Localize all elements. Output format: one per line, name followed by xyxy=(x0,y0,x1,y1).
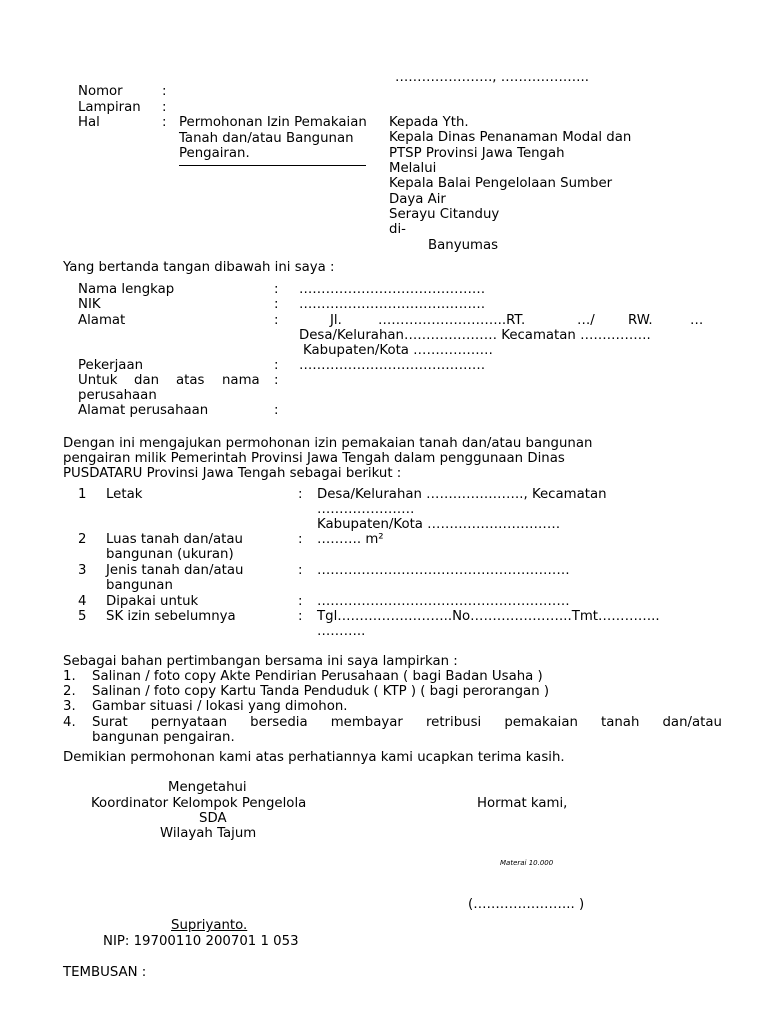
addressee-line-1: Kepada Yth. xyxy=(389,115,469,130)
addressee-line-6: Daya Air xyxy=(389,192,446,207)
date-line: …………………., ……………….. xyxy=(395,70,589,85)
lampiran-colon: : xyxy=(162,100,167,115)
hal-label: Hal xyxy=(78,115,100,130)
item-5-value-1: Tgl……………………..No…………………..Tmt………….. xyxy=(317,609,660,624)
item-3-number: 3 xyxy=(78,563,87,578)
tembusan-label: TEMBUSAN : xyxy=(63,965,147,980)
item-4-value: ………………………………………………… xyxy=(317,594,570,609)
alamat-rt: ………………………..RT. xyxy=(378,313,526,328)
attach-intro: Sebagai bahan pertimbangan bersama ini saya lampirkan : xyxy=(63,654,458,669)
attach-4-word: Surat xyxy=(92,715,128,730)
atas-nama-word-1: Untuk xyxy=(78,373,118,388)
atas-nama-word-4: nama xyxy=(222,373,260,388)
alamat-rw: RW. xyxy=(628,313,653,328)
attach-1-number: 1. xyxy=(63,669,76,684)
item-4-number: 4 xyxy=(78,594,87,609)
addressee-line-4: Melalui xyxy=(389,161,437,176)
attach-3-number: 3. xyxy=(63,699,76,714)
attach-1-text: Salinan / foto copy Akte Pendirian Perusahaan ( bagi Badan Usaha ) xyxy=(92,669,543,684)
item-1-value-2: …………………. xyxy=(317,502,415,517)
sign-right-line-1: Hormat kami, xyxy=(477,796,568,811)
request-line-2: pengairan milik Pemerintah Provinsi Jawa Tengah dalam penggunaan Dinas xyxy=(63,451,565,466)
attach-2-text: Salinan / foto copy Kartu Tanda Penduduk ( KTP ) ( bagi perorangan ) xyxy=(92,684,550,699)
nik-value: …………………………………… xyxy=(299,297,486,312)
attach-4-word: tanah xyxy=(601,715,640,730)
attach-4-word: membayar xyxy=(330,715,403,730)
alamat-perusahaan-label: Alamat perusahaan xyxy=(78,403,209,418)
item-2-label-1: Luas tanah dan/atau xyxy=(106,532,243,547)
addressee-line-8: di- xyxy=(389,222,406,237)
attach-4-word: bersedia xyxy=(250,715,308,730)
item-2-value: ………. m² xyxy=(317,532,384,547)
alamat-colon: : xyxy=(274,313,279,328)
item-3-colon: : xyxy=(298,563,303,578)
attach-2-number: 2. xyxy=(63,684,76,699)
attach-4-word: pemakaian xyxy=(504,715,578,730)
alamat-perusahaan-colon: : xyxy=(274,403,279,418)
alamat-rt-value: …/ xyxy=(577,313,595,328)
item-1-value-3: Kabupaten/Kota ………………………… xyxy=(317,517,561,532)
item-3-label-1: Jenis tanah dan/atau xyxy=(106,563,244,578)
atas-nama-line-2: perusahaan xyxy=(78,388,157,403)
item-3-value: ………………………………………………… xyxy=(317,563,570,578)
hal-line-2: Tanah dan/atau Bangunan xyxy=(179,131,354,146)
hal-line-1: Permohonan Izin Pemakaian xyxy=(179,115,367,130)
atas-nama-colon: : xyxy=(274,373,279,388)
hal-underline xyxy=(179,165,366,166)
request-line-3: PUSDATARU Provinsi Jawa Tengah sebagai berikut : xyxy=(63,466,402,481)
item-5-value-2: ……….. xyxy=(317,624,366,639)
request-line-1: Dengan ini mengajukan permohonan izin pemakaian tanah dan/atau bangunan xyxy=(63,436,593,451)
nik-colon: : xyxy=(274,297,279,312)
item-4-colon: : xyxy=(298,594,303,609)
item-4-label: Dipakai untuk xyxy=(106,594,199,609)
addressee-line-7: Serayu Citanduy xyxy=(389,207,500,222)
lampiran-label: Lampiran xyxy=(78,100,141,115)
pekerjaan-label: Pekerjaan xyxy=(78,358,144,373)
nik-label: NIK xyxy=(78,297,101,312)
pekerjaan-value: …………………………………… xyxy=(299,358,486,373)
item-5-number: 5 xyxy=(78,609,87,624)
hal-colon: : xyxy=(162,115,167,130)
closing-text: Demikian permohonan kami atas perhatiannya kami ucapkan terima kasih. xyxy=(63,750,565,765)
nomor-label: Nomor xyxy=(78,84,123,99)
attach-4-word: retribusi xyxy=(425,715,482,730)
item-2-number: 2 xyxy=(78,532,87,547)
item-1-value-1: Desa/Kelurahan …………………., Kecamatan xyxy=(317,487,607,502)
addressee-line-5: Kepala Balai Pengelolaan Sumber xyxy=(389,176,613,191)
addressee-line-2: Kepala Dinas Penanaman Modal dan xyxy=(389,130,632,145)
hal-line-3: Pengairan. xyxy=(179,146,250,161)
sign-left-line-2: Koordinator Kelompok Pengelola xyxy=(91,796,307,811)
item-1-colon: : xyxy=(298,487,303,502)
pekerjaan-colon: : xyxy=(274,358,279,373)
item-3-label-2: bangunan xyxy=(106,578,173,593)
alamat-jl: Jl. xyxy=(330,313,342,328)
sign-right-name: (………………….. ) xyxy=(468,897,585,912)
addressee-city: Banyumas xyxy=(428,238,499,253)
attach-4-word: pernyataan xyxy=(150,715,228,730)
attach-4-word: dan/atau xyxy=(662,715,722,730)
attach-3-text: Gambar situasi / lokasi yang dimohon. xyxy=(92,699,348,714)
atas-nama-word-2: dan xyxy=(134,373,160,388)
nama-label: Nama lengkap xyxy=(78,282,175,297)
item-5-label: SK izin sebelumnya xyxy=(106,609,236,624)
attach-4-line-2: bangunan pengairan. xyxy=(92,730,235,745)
nomor-colon: : xyxy=(162,84,167,99)
sign-left-line-1: Mengetahui xyxy=(168,780,247,795)
alamat-line-2: Desa/Kelurahan………………… Kecamatan ……………. xyxy=(299,328,651,343)
sign-left-name: Supriyanto. xyxy=(171,918,248,933)
attach-4-line-1 xyxy=(92,715,722,731)
sign-left-line-4: Wilayah Tajum xyxy=(160,826,257,841)
nama-colon: : xyxy=(274,282,279,297)
sign-left-line-3: SDA xyxy=(199,811,227,826)
attach-4-number: 4. xyxy=(63,715,76,730)
alamat-label: Alamat xyxy=(78,313,126,328)
atas-nama-word-3: atas xyxy=(176,373,205,388)
nama-value: …………………………………… xyxy=(299,282,486,297)
item-1-label: Letak xyxy=(106,487,143,502)
addressee-line-3: PTSP Provinsi Jawa Tengah xyxy=(389,146,565,161)
sign-left-nip: NIP: 19700110 200701 1 053 xyxy=(103,934,299,949)
intro-text: Yang bertanda tangan dibawah ini saya : xyxy=(63,260,335,275)
item-2-label-2: bangunan (ukuran) xyxy=(106,547,234,562)
alamat-rw-value: … xyxy=(690,313,704,328)
alamat-line-3: Kabupaten/Kota ……………… xyxy=(303,343,493,358)
item-2-colon: : xyxy=(298,532,303,547)
item-1-number: 1 xyxy=(78,487,87,502)
materai-label: Materai 10.000 xyxy=(500,859,554,867)
item-5-colon: : xyxy=(298,609,303,624)
